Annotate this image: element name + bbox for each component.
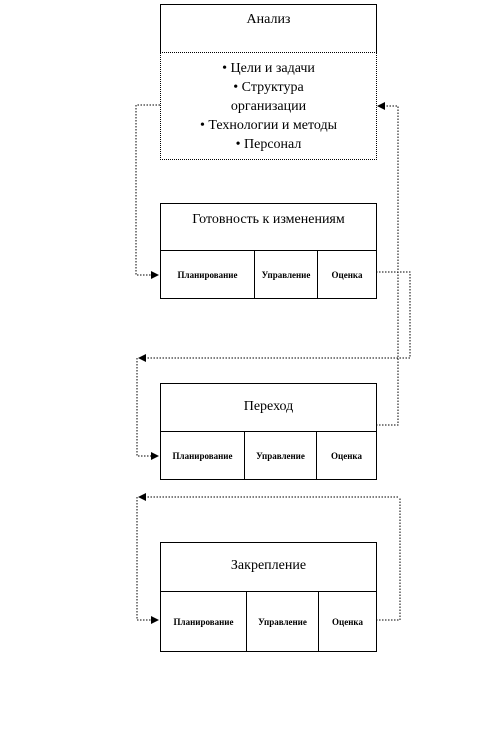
- analysis-bullets: [161, 59, 376, 154]
- cell-evaluation: Оценка: [331, 269, 363, 280]
- bullet-technologies: • Технологии и методы: [199, 118, 338, 133]
- stage-consolidation-cells: [161, 592, 376, 651]
- cell-planning: Планирование: [161, 432, 245, 479]
- cell-management: Управление: [255, 251, 318, 298]
- cell-management: Управление: [247, 592, 319, 651]
- stage-readiness: [160, 203, 377, 299]
- cell-planning: Планирование: [161, 251, 255, 298]
- cell-evaluation: Оценка: [332, 616, 363, 627]
- analysis-content-box: [160, 52, 377, 160]
- bullet-structure-cont: организации: [230, 99, 307, 114]
- bullet-personnel: • Персонал: [235, 137, 302, 152]
- cell-evaluation: Оценка: [331, 450, 362, 461]
- stage-readiness-title: Готовность к изменениям: [192, 212, 345, 227]
- stage-consolidation-title: Закрепление: [230, 558, 307, 573]
- analysis-title: Анализ: [246, 12, 291, 27]
- arrow-consolidation-feedback: [376, 497, 400, 620]
- stage-transition-cells: [161, 432, 376, 479]
- cell-management: Управление: [245, 432, 317, 479]
- stage-transition: [160, 383, 377, 480]
- stage-transition-title: Переход: [243, 399, 294, 414]
- stage-readiness-cells: [161, 251, 376, 298]
- cell-planning: Планирование: [161, 592, 247, 651]
- arrow-analysis-to-readiness: [136, 105, 160, 275]
- stage-consolidation: [160, 542, 377, 652]
- arrow-transition-feedback: [376, 106, 398, 425]
- bullet-goals: • Цели и задачи: [222, 61, 315, 76]
- analysis-title-box: [160, 4, 377, 53]
- arrow-to-consolidation: [137, 497, 158, 620]
- bullet-structure: • Структура: [233, 80, 304, 95]
- arrow-to-transition: [137, 358, 158, 456]
